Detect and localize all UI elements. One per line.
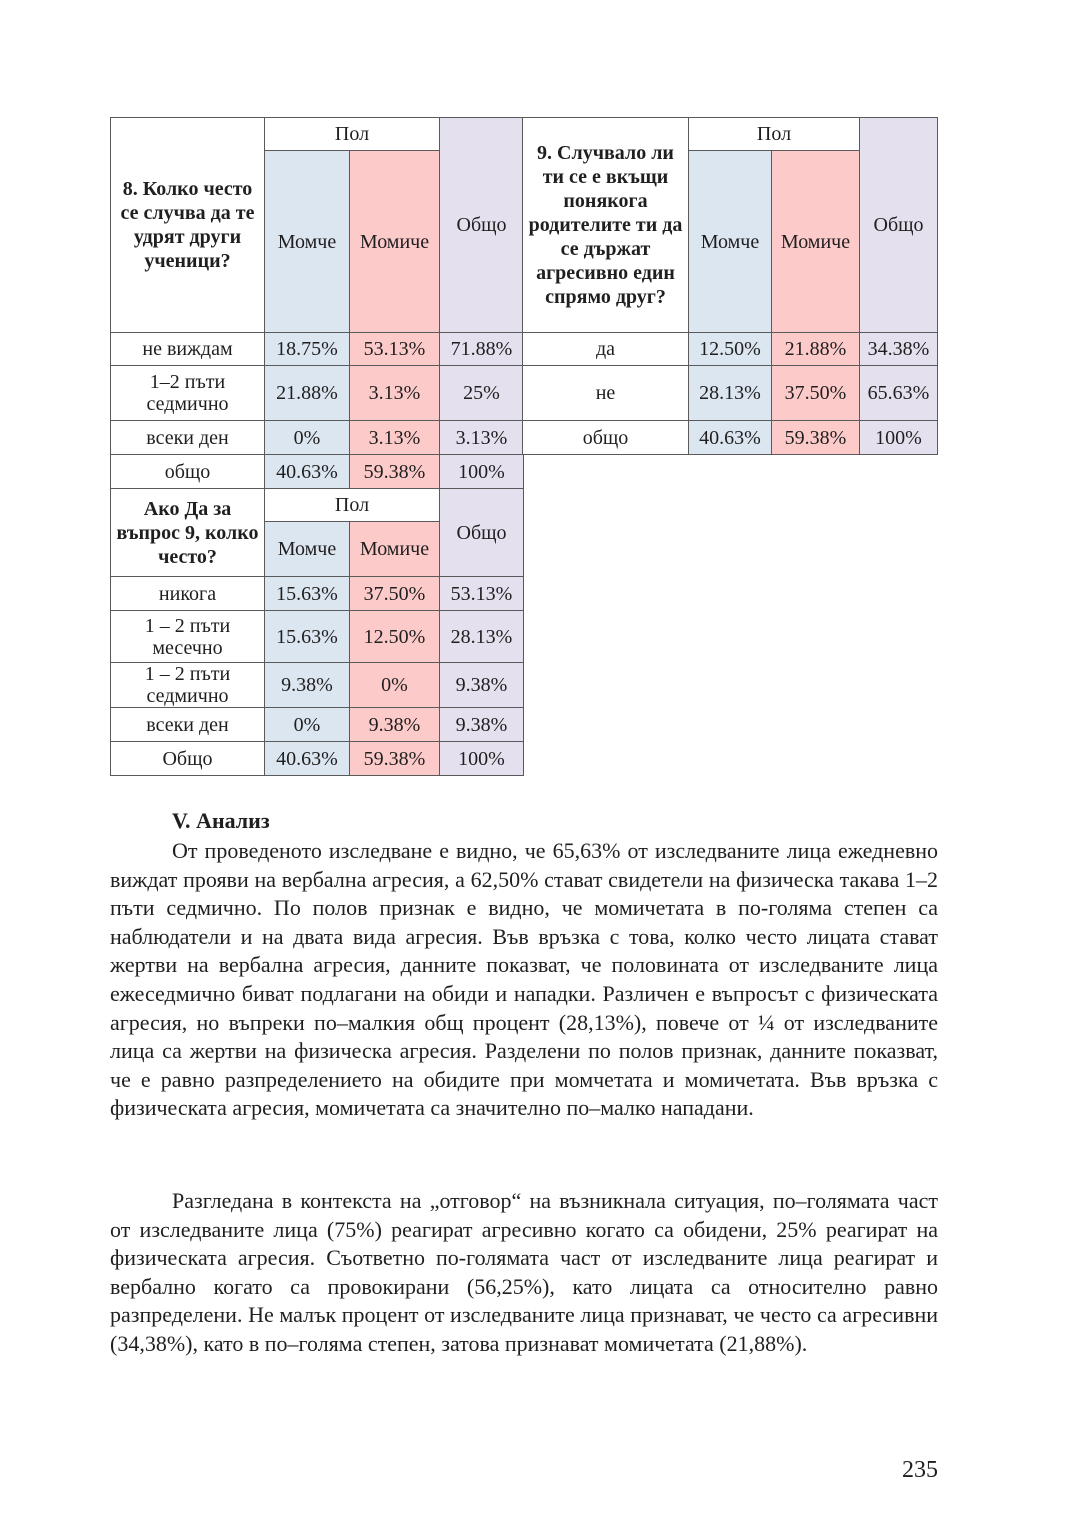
girl-value: 59.38% bbox=[350, 455, 440, 489]
row-label: общо bbox=[111, 455, 265, 489]
row-label: 1 – 2 пъти седмично bbox=[111, 663, 265, 708]
total-value: 9.38% bbox=[440, 708, 524, 742]
girl-value: 37.50% bbox=[772, 366, 860, 421]
total-value: 28.13% bbox=[440, 611, 524, 663]
table-row bbox=[111, 333, 524, 366]
total-value: 34.38% bbox=[860, 333, 938, 366]
boy-column-header: Момче bbox=[265, 151, 350, 333]
table-row bbox=[111, 421, 524, 455]
boy-column-header: Момче bbox=[265, 522, 350, 577]
table-question-8 bbox=[110, 117, 524, 489]
analysis-paragraph: Разгледана в контекста на „отговор“ на възникнала ситуация, по–голямата част от изследваните лица (75%) реагират агресивно когато са обидени, 25% реагират на физическата агресия. Съответно по-голямата част от изследваните лица реагират и вербално когато са провокирани (56,25%), като лицата са относително равно разпределени. Не малък процент от изследваните лица признават, че често са агресивни (34,38%), като в по–голяма степен, затова признават момичетата (21,88%). bbox=[110, 1188, 938, 1356]
row-label: никога bbox=[111, 577, 265, 611]
boy-value: 15.63% bbox=[265, 577, 350, 611]
girl-value: 3.13% bbox=[350, 366, 440, 421]
total-value: 100% bbox=[440, 742, 524, 776]
total-column-header: Общо bbox=[440, 489, 524, 577]
boy-value: 12.50% bbox=[689, 333, 772, 366]
table-row bbox=[111, 577, 524, 611]
table-row bbox=[111, 366, 524, 421]
girl-column-header: Момиче bbox=[350, 522, 440, 577]
question-8-text: 8. Колко често се случва да те удрят други ученици? bbox=[111, 118, 265, 333]
girl-column-header: Момиче bbox=[772, 151, 860, 333]
row-label: 1 – 2 пъти месечно bbox=[111, 611, 265, 663]
girl-value: 53.13% bbox=[350, 333, 440, 366]
table-row bbox=[111, 742, 524, 776]
girl-value: 59.38% bbox=[772, 421, 860, 455]
gender-group-header: Пол bbox=[265, 489, 440, 522]
table-row bbox=[111, 663, 524, 708]
total-value: 100% bbox=[440, 455, 524, 489]
row-label: не bbox=[523, 366, 689, 421]
boy-value: 0% bbox=[265, 708, 350, 742]
boy-value: 40.63% bbox=[265, 455, 350, 489]
boy-value: 21.88% bbox=[265, 366, 350, 421]
boy-value: 15.63% bbox=[265, 611, 350, 663]
boy-column-header: Момче bbox=[689, 151, 772, 333]
table-row bbox=[523, 366, 938, 421]
table-row bbox=[523, 421, 938, 455]
girl-value: 21.88% bbox=[772, 333, 860, 366]
row-label: общо bbox=[523, 421, 689, 455]
boy-value: 28.13% bbox=[689, 366, 772, 421]
analysis-paragraph: От проведеното изследване е видно, че 65,63% от изследваните лица ежедневно виждат прояви на вербална агресия, а 62,50% стават свидетели на физическа такава 1–2 пъти седмично. По полов признак е видно, че момичетата в по-голяма степен са наблюдатели и на двата вида агресия. Във връзка с това, колко често лицата стават жертви на вербална агресия, данните показват, че половината от изследваните лица ежеседмично биват подлагани на обиди и нападки. Различен е въпросът с физическата агресия, но въпреки по–малкия общ процент (28,13%), повече от ¼ от изследваните лица са жертви на физическа агресия. Разделени по полов признак, данните показват, че е равно разпределението на обидите при момчетата и момичетата. Във връзка с физическата агресия, момичетата са значително по–малко нападани. bbox=[110, 838, 938, 1121]
total-value: 25% bbox=[440, 366, 524, 421]
total-column-header: Общо bbox=[860, 118, 938, 333]
followup-question-text: Ако Да за въпрос 9, колко често? bbox=[111, 489, 265, 577]
row-label: не виждам bbox=[111, 333, 265, 366]
boy-value: 40.63% bbox=[689, 421, 772, 455]
boy-value: 40.63% bbox=[265, 742, 350, 776]
total-value: 53.13% bbox=[440, 577, 524, 611]
table-row bbox=[523, 333, 938, 366]
total-value: 71.88% bbox=[440, 333, 524, 366]
girl-value: 0% bbox=[350, 663, 440, 708]
table-question-9 bbox=[522, 117, 938, 455]
girl-value: 37.50% bbox=[350, 577, 440, 611]
girl-value: 12.50% bbox=[350, 611, 440, 663]
boy-value: 18.75% bbox=[265, 333, 350, 366]
girl-value: 9.38% bbox=[350, 708, 440, 742]
row-label: Общо bbox=[111, 742, 265, 776]
total-value: 9.38% bbox=[440, 663, 524, 708]
total-column-header: Общо bbox=[440, 118, 524, 333]
page-number: 235 bbox=[902, 1457, 938, 1483]
question-9-text: 9. Случвало ли ти се е вкъщи понякога родителите ти да се държат агресивно един спрямо друг? bbox=[523, 118, 689, 333]
row-label: 1–2 пъти седмично bbox=[111, 366, 265, 421]
boy-value: 9.38% bbox=[265, 663, 350, 708]
section-heading: V. Анализ bbox=[172, 808, 270, 833]
total-value: 100% bbox=[860, 421, 938, 455]
gender-group-header: Пол bbox=[689, 118, 860, 151]
table-question-9-followup bbox=[110, 488, 524, 776]
table-row bbox=[111, 611, 524, 663]
total-value: 65.63% bbox=[860, 366, 938, 421]
table-row bbox=[111, 455, 524, 489]
girl-value: 59.38% bbox=[350, 742, 440, 776]
gender-group-header: Пол bbox=[265, 118, 440, 151]
boy-value: 0% bbox=[265, 421, 350, 455]
row-label: всеки ден bbox=[111, 421, 265, 455]
total-value: 3.13% bbox=[440, 421, 524, 455]
girl-column-header: Момиче bbox=[350, 151, 440, 333]
row-label: да bbox=[523, 333, 689, 366]
table-row bbox=[111, 708, 524, 742]
girl-value: 3.13% bbox=[350, 421, 440, 455]
row-label: всеки ден bbox=[111, 708, 265, 742]
